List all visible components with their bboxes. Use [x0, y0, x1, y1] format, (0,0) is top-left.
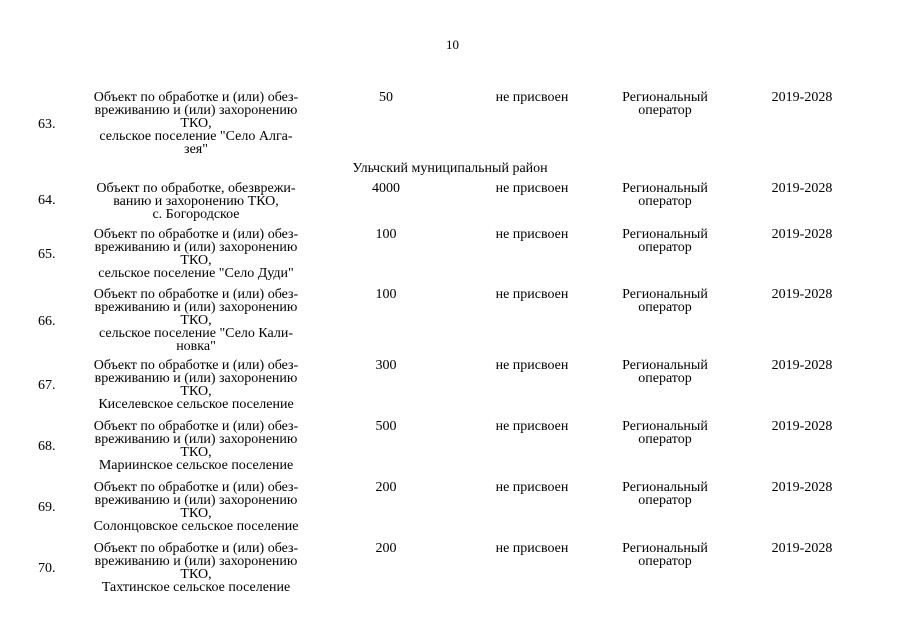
- object-line: Мариинское сельское поселение: [98, 458, 294, 473]
- page-number: 10: [446, 37, 459, 52]
- operator-line: Региональный: [622, 480, 708, 495]
- operator-line: Региональный: [622, 227, 708, 242]
- operator-line: оператор: [638, 300, 692, 315]
- object-line: ванию и захоронению ТКО,: [113, 194, 279, 209]
- object-description: [78, 481, 314, 533]
- code-value: не присвоен: [495, 358, 569, 373]
- object-line: Объект по обработке и (или) обез-: [93, 227, 299, 242]
- object-description: [78, 182, 314, 221]
- object-line: вреживанию и (или) захоронению: [94, 432, 298, 447]
- object-line: ТКО,: [180, 567, 212, 582]
- row-number: 64.: [38, 193, 56, 208]
- code-value: не присвоен: [495, 287, 569, 302]
- object-line: вреживанию и (или) захоронению: [94, 493, 298, 508]
- object-line: Объект по обработке и (или) обез-: [93, 419, 299, 434]
- code-value: не присвоен: [495, 90, 569, 105]
- row-number: 70.: [38, 561, 56, 576]
- operator-line: оператор: [638, 554, 692, 569]
- period-value: 2019-2028: [771, 181, 833, 196]
- operator-line: оператор: [638, 371, 692, 386]
- object-line: Тахтинское сельское поселение: [101, 580, 291, 595]
- code-value: не присвоен: [495, 480, 569, 495]
- operator-line: оператор: [638, 240, 692, 255]
- object-line: Киселевское сельское поселение: [98, 397, 294, 412]
- operator-line: Региональный: [622, 358, 708, 373]
- capacity-value: 500: [375, 419, 397, 434]
- operator-line: Региональный: [622, 419, 708, 434]
- row-number: 65.: [38, 247, 56, 262]
- object-description: [78, 542, 314, 594]
- capacity-value: 300: [375, 358, 397, 373]
- period-value: 2019-2028: [771, 480, 833, 495]
- object-line: ТКО,: [180, 445, 212, 460]
- operator-line: Региональный: [622, 181, 708, 196]
- code-value: не присвоен: [495, 541, 569, 556]
- object-description: [78, 359, 314, 411]
- operator-value: [604, 91, 726, 117]
- object-line: Объект по обработке и (или) обез-: [93, 541, 299, 556]
- object-description: [78, 420, 314, 472]
- object-line: сельское поселение "Село Алга-: [99, 129, 293, 144]
- code-value: не присвоен: [495, 181, 569, 196]
- object-line: Объект по обработке и (или) обез-: [93, 480, 299, 495]
- operator-value: [604, 542, 726, 568]
- capacity-value: 200: [375, 541, 397, 556]
- object-line: ТКО,: [180, 116, 212, 131]
- code-value: не присвоен: [495, 419, 569, 434]
- operator-value: [604, 288, 726, 314]
- row-number: 69.: [38, 500, 56, 515]
- object-line: Объект по обработке и (или) обез-: [93, 90, 299, 105]
- object-description: [78, 91, 314, 156]
- operator-line: Региональный: [622, 90, 708, 105]
- operator-line: оператор: [638, 432, 692, 447]
- object-line: зея": [184, 142, 208, 157]
- object-line: сельское поселение "Село Дуди": [98, 266, 294, 281]
- capacity-value: 200: [375, 480, 397, 495]
- object-line: с. Богородское: [152, 207, 240, 222]
- operator-line: Региональный: [622, 287, 708, 302]
- object-description: [78, 288, 314, 353]
- object-line: Объект по обработке и (или) обез-: [93, 287, 299, 302]
- capacity-value: 100: [375, 287, 397, 302]
- object-line: ТКО,: [180, 253, 212, 268]
- operator-value: [604, 420, 726, 446]
- operator-value: [604, 359, 726, 385]
- object-line: новка": [176, 339, 216, 354]
- operator-value: [604, 182, 726, 208]
- period-value: 2019-2028: [771, 419, 833, 434]
- operator-value: [604, 481, 726, 507]
- period-value: 2019-2028: [771, 358, 833, 373]
- district-header: Ульчский муниципальный район: [352, 161, 548, 176]
- period-value: 2019-2028: [771, 90, 833, 105]
- period-value: 2019-2028: [771, 541, 833, 556]
- capacity-value: 4000: [372, 181, 400, 196]
- object-line: ТКО,: [180, 384, 212, 399]
- object-line: ТКО,: [180, 506, 212, 521]
- object-line: вреживанию и (или) захоронению: [94, 300, 298, 315]
- object-line: Объект по обработке, обезврежи-: [96, 181, 296, 196]
- object-line: Объект по обработке и (или) обез-: [93, 358, 299, 373]
- object-line: ТКО,: [180, 313, 212, 328]
- operator-line: оператор: [638, 194, 692, 209]
- capacity-value: 50: [379, 90, 393, 105]
- object-line: вреживанию и (или) захоронению: [94, 554, 298, 569]
- operator-value: [604, 228, 726, 254]
- operator-line: оператор: [638, 493, 692, 508]
- row-number: 63.: [38, 117, 56, 132]
- operator-line: оператор: [638, 103, 692, 118]
- period-value: 2019-2028: [771, 227, 833, 242]
- row-number: 68.: [38, 439, 56, 454]
- object-line: сельское поселение "Село Кали-: [98, 326, 294, 341]
- object-description: [78, 228, 314, 280]
- object-line: вреживанию и (или) захоронению: [94, 371, 298, 386]
- row-number: 66.: [38, 314, 56, 329]
- object-line: вреживанию и (или) захоронению: [94, 103, 298, 118]
- object-line: вреживанию и (или) захоронению: [94, 240, 298, 255]
- code-value: не присвоен: [495, 227, 569, 242]
- capacity-value: 100: [375, 227, 397, 242]
- object-line: Солонцовское сельское поселение: [93, 519, 299, 534]
- row-number: 67.: [38, 378, 56, 393]
- operator-line: Региональный: [622, 541, 708, 556]
- period-value: 2019-2028: [771, 287, 833, 302]
